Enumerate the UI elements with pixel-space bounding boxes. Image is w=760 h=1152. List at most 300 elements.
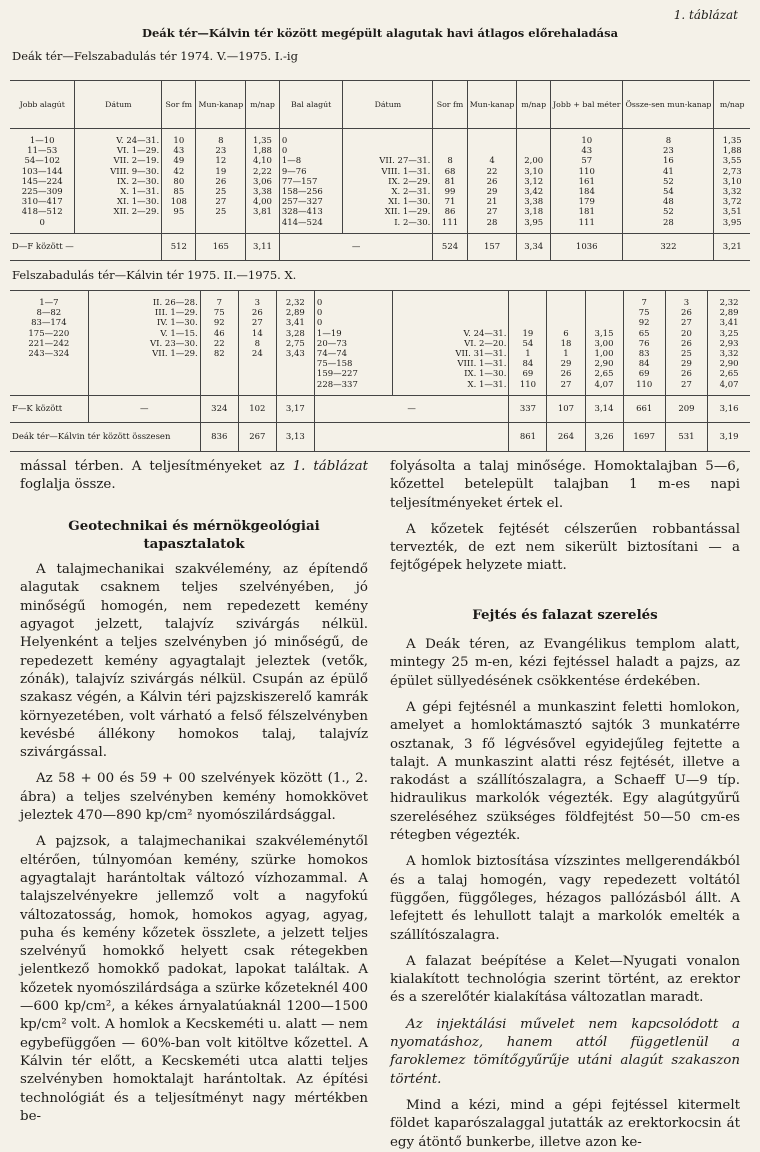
cell: 3,38	[524, 197, 544, 208]
cell: 3,14	[585, 395, 623, 422]
cell: 3,34	[517, 233, 551, 260]
total-label: F—K között	[10, 395, 88, 422]
cell: 4	[489, 156, 495, 167]
col-kanap-jobb	[196, 129, 246, 234]
cell: 2,00	[524, 156, 544, 167]
cell: 25	[681, 349, 692, 360]
header-cell: Sor fm	[162, 81, 196, 129]
cell: IV. 1—30.	[156, 318, 198, 329]
section-heading-excavation: Fejtés és falazat szerelés	[472, 606, 658, 623]
cell: 0	[316, 308, 323, 319]
cell: 257—327	[281, 197, 323, 208]
col-jobb	[10, 291, 88, 396]
cell: 84	[638, 359, 650, 370]
cell: 75	[638, 308, 650, 319]
cell: 3,17	[276, 395, 314, 422]
total-label: D—F között —	[10, 233, 162, 260]
cell: 1,88	[253, 146, 272, 157]
cell: 2,90	[719, 359, 739, 370]
cell: 41	[663, 166, 674, 177]
col-datum-jobb	[88, 291, 200, 396]
cell: XII. 1—29.	[384, 207, 431, 218]
cell: 1—7	[39, 298, 59, 308]
cell: 3,81	[253, 207, 272, 218]
cell: 110	[636, 379, 653, 390]
cell: 11—53	[27, 146, 58, 157]
col-kanap-jobb	[238, 291, 276, 396]
cell: 3,18	[524, 207, 544, 218]
cell: 26	[681, 369, 692, 380]
cell: 24	[251, 349, 263, 360]
cell: 0	[316, 298, 323, 308]
table-header	[10, 81, 750, 129]
header-cell: Jobb + bal méter	[551, 81, 623, 129]
cell: V. 24—31.	[463, 328, 507, 339]
cell: III. 1—29.	[154, 308, 198, 319]
cell: 3,95	[722, 217, 742, 228]
cell: 512	[162, 233, 196, 260]
cell: 46	[213, 328, 225, 339]
cell: 3,38	[253, 187, 272, 198]
cell: 225—309	[21, 187, 63, 198]
cell: IX. 2—30.	[116, 176, 160, 187]
cell: 26	[560, 369, 572, 380]
cell: 102	[238, 395, 276, 422]
cell: 26	[215, 176, 227, 187]
cell: 82	[213, 349, 225, 360]
cell: 76	[638, 338, 650, 349]
cell: 3,32	[722, 187, 742, 198]
cell: 1,88	[722, 146, 742, 157]
cell	[345, 146, 430, 156]
cell: VIII. 1—31.	[381, 166, 431, 177]
cell: 3,95	[524, 217, 544, 228]
cell: 322	[623, 233, 714, 260]
cell: 9—76	[281, 166, 307, 177]
cell: 3,11	[246, 233, 280, 260]
cell: 23	[663, 146, 674, 157]
intro-paragraph: mással térben. A teljesítményeket az 1. táblázat foglalja össze.	[20, 459, 368, 493]
cell: 243—324	[28, 349, 70, 360]
cell: 161	[578, 176, 595, 187]
cell: 27	[251, 318, 263, 329]
header-cell: Össze-sen mun-kanap	[623, 81, 714, 129]
cell: I. 2—30.	[394, 217, 431, 228]
header-cell: m/nap	[517, 81, 551, 129]
cell: 184	[578, 187, 595, 198]
col-mnap-bal	[585, 291, 623, 396]
cell: 2,89	[719, 308, 739, 319]
cell: 27	[681, 379, 692, 390]
header-cell: Bal alagút	[279, 81, 343, 129]
col-datum-jobb	[75, 129, 162, 234]
header-cell: m/nap	[246, 81, 280, 129]
cell: VIII. 1—31.	[457, 359, 507, 370]
cell: VII. 1—29.	[152, 349, 198, 360]
cell: 29	[486, 187, 498, 198]
cell: 1,35	[253, 136, 272, 146]
cell: 26	[681, 308, 692, 319]
paragraph: folyásolta a talaj minősége. Homoktalajban 5—6, kőzettel betelepült talajban 1 m-es napi teljesítményeket értek el.	[390, 459, 740, 511]
cell: 2,89	[285, 308, 305, 319]
cell: 75	[213, 308, 225, 319]
cell: 83—174	[31, 318, 67, 329]
cell: 43	[581, 146, 593, 157]
table-title: Deák tér—Kálvin tér között megépült alagutak havi átlagos előrehaladása	[141, 26, 619, 40]
cell: 2,90	[594, 359, 614, 370]
cell: 26	[486, 176, 498, 187]
cell: 8	[218, 136, 224, 146]
paragraph: A kőzetek fejtését célszerűen robbantással tervezték, de ezt nem sikerült biztosítani — a fejtőgépek helyzete miatt.	[390, 521, 740, 574]
cell: 27	[560, 379, 572, 390]
cell: 2,32	[285, 298, 305, 308]
col-ossz-k	[665, 291, 707, 396]
header-cell: Jobb alagút	[10, 81, 75, 129]
cell: 83	[638, 349, 650, 360]
col-kanap-bal	[547, 291, 585, 396]
cell: 145—224	[21, 176, 63, 187]
paragraph: A gépi fejtésnél a munkaszint feletti homlokon, amelyet a homloktámasztó sajtók 3 munkatérre osztanak, 3 fő légvésővel egyidejűleg fejtette a talajt. A munkaszint alatti rész fejtését, illetve a rakodást a szállítószalagra, a Schaeff U—9 típ. hidraulikus markolók végezték. Egy alagútgyűrű szereléséhez szükséges földfejtést 50—50 cm-es rétegben végezték.	[390, 699, 740, 844]
cell: 18	[560, 338, 572, 349]
cell: 25	[215, 207, 227, 218]
col-bal	[279, 129, 343, 234]
cell: 81	[444, 176, 456, 187]
cell: 157	[467, 233, 517, 260]
cell: 3,10	[524, 166, 544, 177]
cell: 324	[200, 395, 238, 422]
cell: 21	[486, 197, 498, 208]
cell: 3,21	[714, 233, 750, 260]
cell: 54	[522, 338, 534, 349]
col-mnap-jobb	[246, 129, 280, 234]
cell: —	[279, 233, 433, 260]
cell: 75—158	[316, 359, 353, 370]
cell: 7	[216, 298, 222, 308]
cell: 3	[683, 298, 690, 308]
col-fm-bal	[433, 129, 467, 234]
cell: 3,10	[722, 176, 742, 187]
paragraph: Mind a kézi, mind a gépi fejtéssel kitermelt földet kaparószalaggal jutatták az erektorkocsin át egy átöntő bunkerbe, illetve azon ke-	[390, 1097, 740, 1150]
cell: IX. 2—29.	[388, 176, 431, 187]
cell: 42	[173, 166, 185, 177]
cell: 23	[215, 146, 227, 157]
cell: 1697	[623, 422, 665, 451]
cell: 3,51	[722, 207, 742, 218]
table-part-1	[10, 80, 750, 261]
cell: 26	[681, 338, 692, 349]
cell: 77—157	[281, 176, 318, 187]
cell: 0	[316, 318, 323, 329]
cell: 111	[578, 217, 595, 228]
cell: 10	[581, 136, 593, 146]
col-ossz-k	[623, 129, 714, 234]
cell: 3,42	[524, 187, 544, 198]
cell: 1—8	[281, 156, 302, 167]
cell: 2,32	[719, 298, 739, 308]
cell: 28	[486, 217, 498, 228]
cell: II. 26—28.	[152, 298, 198, 308]
cell: 20	[681, 328, 692, 339]
cell: 27	[486, 207, 498, 218]
cell: 158—256	[281, 187, 323, 198]
total-row	[10, 233, 750, 260]
cell: VI. 1—29.	[116, 146, 160, 157]
cell: 12	[215, 156, 227, 167]
cell: 3,12	[524, 176, 544, 187]
cell: 221—242	[28, 338, 70, 349]
cell: 3,00	[594, 338, 614, 349]
right-column	[390, 458, 740, 1152]
col-ossz-m	[551, 129, 623, 234]
cell: 19	[522, 328, 534, 339]
cell: 264	[547, 422, 585, 451]
left-column	[20, 458, 368, 1126]
cell: 54—102	[24, 156, 60, 167]
cell: 3,13	[276, 422, 314, 451]
cell: XI. 1—30.	[116, 197, 160, 208]
cell: 1036	[551, 233, 623, 260]
header-cell: Sor fm	[433, 81, 467, 129]
cell: —	[88, 395, 200, 422]
cell: 1,35	[722, 136, 742, 146]
cell: 22	[213, 338, 225, 349]
col-ossz-mnap	[714, 129, 750, 234]
cell: 85	[173, 187, 185, 198]
cell: XI. 1—30.	[388, 197, 431, 208]
cell: 16	[663, 156, 674, 167]
cell: 7	[641, 298, 647, 308]
cell: 209	[665, 395, 707, 422]
cell: 159—227	[316, 369, 358, 380]
cell: 8—82	[36, 308, 62, 319]
cell: 2,75	[285, 338, 305, 349]
section-2-title: Felszabadulás tér—Kálvin tér 1975. II.—1975. X.	[12, 268, 297, 282]
col-fm-jobb	[162, 129, 196, 234]
paragraph	[390, 1016, 740, 1089]
grand-total-row	[10, 422, 750, 451]
cell: 69	[522, 369, 534, 380]
cell: 0	[281, 136, 288, 146]
cell: 22	[486, 166, 498, 177]
col-bal	[314, 291, 392, 396]
paragraph: A Deák téren, az Evangélikus templom alatt, mintegy 25 m-en, kézi fejtéssel haladt a pajzs, az épület süllyedésének csökkentése érdekében.	[390, 637, 740, 689]
cell: 49	[173, 156, 185, 167]
cell: 86	[444, 207, 456, 218]
col-fm-jobb	[200, 291, 238, 396]
cell: V. 1—15.	[160, 328, 198, 339]
cell: 2,73	[722, 166, 742, 177]
paragraph: A falazat beépítése a Kelet—Nyugati vonalon kialakított technológia szerint történt, az erektor és a szerelőtér kialakítása változatlan maradt.	[390, 953, 740, 1006]
paragraph: Az 58 + 00 és 59 + 00 szelvények között (1., 2. ábra) a teljes szelvényben kemény homokkövet jeleztek 470—890 kp/cm² nyomószilárdsággal.	[20, 771, 368, 824]
cell: —	[314, 395, 509, 422]
table-part-2	[10, 290, 750, 452]
col-ossz-m	[623, 291, 665, 396]
cell: 1—19	[316, 328, 342, 339]
cell: 414—524	[281, 217, 323, 228]
cell: 861	[509, 422, 547, 451]
cell: 3	[254, 298, 261, 308]
cell: 57	[581, 156, 593, 167]
col-datum-bal	[393, 291, 509, 396]
cell: X. 1—31.	[467, 379, 507, 390]
cell: 27	[215, 197, 227, 208]
cell: 28	[663, 217, 674, 228]
cell: 110	[578, 166, 595, 177]
cell: 418—512	[21, 207, 63, 218]
header-cell: Mun-kanap	[196, 81, 246, 129]
cell: 52	[663, 207, 674, 218]
cell: 108	[170, 197, 187, 208]
paragraph: A pajzsok, a talajmechanikai szakvéleménytől eltérően, túlnyomóan kemény, szürke homokos agyagtalajt harántoltak változó vízhozammal. A talajszelvényekre jellemző volt a nagyfokú változatosság, homok, homokos agyag, agyag, puha és kemény kőzetek összlete, a jelzett teljes szelvényű homokkő helyett csak rétegekben jelentkező homokkő padokat, lapokat találtak. A kőzetek nyomószilárdsága a szürke kőzeteknél 400—600 kp/cm², a kékes árnyalatúaknál 1200—1500 kp/cm² volt. A homlok a Kecskeméti u. alatt — nem egybefüggően — 60%-ban volt kitöltve kőzettel. A Kálvin tér előtt, a Kecskeméti utca alatti teljes szelvényben homoktalajt harántoltak. Az építési technológiát és a teljesítményt nagy mértékben be-	[20, 834, 368, 1124]
header-cell: Dátum	[75, 81, 162, 129]
cell: 111	[441, 217, 459, 228]
cell: 8	[254, 338, 261, 349]
cell: 71	[444, 197, 456, 208]
cell: 836	[200, 422, 238, 451]
cell: 3,28	[285, 328, 305, 339]
cell: 92	[213, 318, 225, 329]
cell	[345, 136, 430, 146]
cell: 29	[681, 359, 692, 370]
header-cell: Dátum	[343, 81, 433, 129]
cell: 4,07	[719, 379, 739, 390]
cell	[314, 422, 509, 451]
cell: 3,25	[719, 328, 739, 339]
cell: 0	[281, 146, 288, 157]
cell: 524	[433, 233, 467, 260]
table-body-part-1	[10, 129, 750, 234]
header-cell: Mun-kanap	[467, 81, 517, 129]
cell: 14	[251, 328, 263, 339]
cell: 68	[444, 166, 456, 177]
cell: VI. 23—30.	[150, 338, 198, 349]
cell: 328—413	[281, 207, 323, 218]
cell: 99	[444, 187, 456, 198]
cell: 4,10	[253, 156, 272, 167]
cell: VI. 2—20.	[464, 338, 507, 349]
header-cell: m/nap	[714, 81, 750, 129]
cell: 84	[522, 359, 534, 370]
cell: 69	[638, 369, 650, 380]
cell: 3,16	[708, 395, 750, 422]
cell: 1,00	[594, 349, 614, 360]
cell: V. 24—31.	[116, 136, 160, 146]
paragraph: A talajmechanikai szakvélemény, az építendő alagutak csaknem teljes szelvényében, jó minőségű homogén, nem repedezett kemény agyagot jelzett, talajvíz szivárgás nélkül. Helyenként a teljes szelvényben jó minőségű, de repedezett kemény agyagtalajt jeleztek (vetők, zónák), talajvíz szivárgás nélkül. Csupán az épülő szakasz végén, a Kálvin téri pajzskiszerelő kamrák környezetében, volt várható a felső félszelvényben kevésbé állékony homokos talaj, talajvíz szivárgással.	[20, 562, 368, 761]
col-kanap-bal	[467, 129, 517, 234]
cell: VII. 2—19.	[113, 156, 160, 167]
cell: 20—73	[316, 338, 348, 349]
cell: 110	[519, 379, 537, 390]
cell: 48	[663, 197, 674, 208]
col-datum-bal	[343, 129, 433, 234]
cell: 4,00	[253, 197, 272, 208]
cell: 95	[173, 207, 185, 218]
cell: X. 2—31.	[391, 187, 431, 198]
cell: 107	[547, 395, 585, 422]
cell: 92	[638, 318, 650, 329]
cell: IX. 1—30.	[464, 369, 507, 380]
cell: 25	[215, 187, 227, 198]
cell: 52	[663, 176, 674, 187]
cell: 0	[39, 217, 45, 228]
col-fm-bal	[509, 291, 547, 396]
cell: 2,22	[253, 166, 272, 177]
table-number: 1. táblázat	[673, 8, 738, 22]
cell: 531	[665, 422, 707, 451]
cell: 8	[447, 156, 453, 167]
cell: 54	[663, 187, 674, 198]
cell: X. 1—31.	[120, 187, 160, 198]
cell: 26	[251, 308, 263, 319]
col-jobb	[10, 129, 75, 234]
cell: 65	[638, 328, 650, 339]
section-1-title: Deák tér—Felszabadulás tér 1974. V.—1975. I.-ig	[12, 49, 298, 63]
grand-total-label: Deák tér—Kálvin tér között összesen	[10, 422, 200, 451]
cell: 3,72	[722, 197, 742, 208]
cell: VIII. 9—30.	[110, 166, 160, 177]
cell: 3,26	[585, 422, 623, 451]
cell: 2,65	[719, 369, 739, 380]
cell: 2,65	[594, 369, 614, 380]
table-body-part-2	[10, 291, 750, 396]
section-heading-geotechnics: Geotechnikai és mérnökgeológiai tapasztalatok	[68, 517, 320, 552]
col-mnap-jobb	[276, 291, 314, 396]
cell: 8	[665, 136, 672, 146]
cell: 181	[578, 207, 595, 218]
cell: 175—220	[28, 328, 70, 339]
cell: 29	[560, 359, 572, 370]
col-ossz-mnap	[708, 291, 750, 396]
cell: 179	[578, 197, 595, 208]
cell: 4,07	[594, 379, 614, 390]
cell: 2,93	[719, 338, 739, 349]
cell: 74—74	[316, 349, 348, 360]
cell: 43	[173, 146, 185, 157]
cell: 80	[173, 176, 185, 187]
total-row	[10, 395, 750, 422]
cell: 27	[681, 318, 692, 329]
cell: 310—417	[21, 197, 63, 208]
cell: 3,41	[719, 318, 739, 329]
cell: 3,32	[719, 349, 739, 360]
cell: VII. 31—31.	[455, 349, 507, 360]
cell: 10	[173, 136, 185, 146]
cell: 228—337	[316, 379, 358, 390]
cell: 661	[623, 395, 665, 422]
cell: 3,15	[594, 328, 614, 339]
col-mnap-bal	[517, 129, 551, 234]
cell: 3,41	[285, 318, 305, 329]
cell: 337	[509, 395, 547, 422]
cell: XII. 2—29.	[113, 207, 160, 218]
cell: 103—144	[21, 166, 63, 177]
cell: 1	[563, 349, 569, 360]
cell: 3,55	[722, 156, 742, 167]
cell: VII. 27—31.	[379, 156, 431, 167]
italic-paragraph: Az injektálási művelet nem kapcsolódott a nyomatáshoz, hanem attól függetlenül a faroklemez tömítőgyűrűje utáni alagút szakaszon történt.	[390, 1016, 740, 1087]
table-reference: 1. táblázat	[292, 459, 368, 474]
cell: 6	[563, 328, 569, 339]
paragraph: A homlok biztosítása vízszintes mellgerendákból és a talaj homogén, vagy repedezett voltától függően, függőleges, hézagos pallózásból állt. A lefejtett és lehullott talajt a markolók emelték a szállítószalagra.	[390, 854, 740, 943]
cell: 1	[525, 349, 531, 360]
cell: 3,43	[285, 349, 305, 360]
cell: 3,06	[253, 176, 272, 187]
cell: 1—10	[29, 136, 55, 146]
cell: 267	[238, 422, 276, 451]
cell: 165	[196, 233, 246, 260]
cell: 19	[215, 166, 227, 177]
cell: 3,19	[708, 422, 750, 451]
